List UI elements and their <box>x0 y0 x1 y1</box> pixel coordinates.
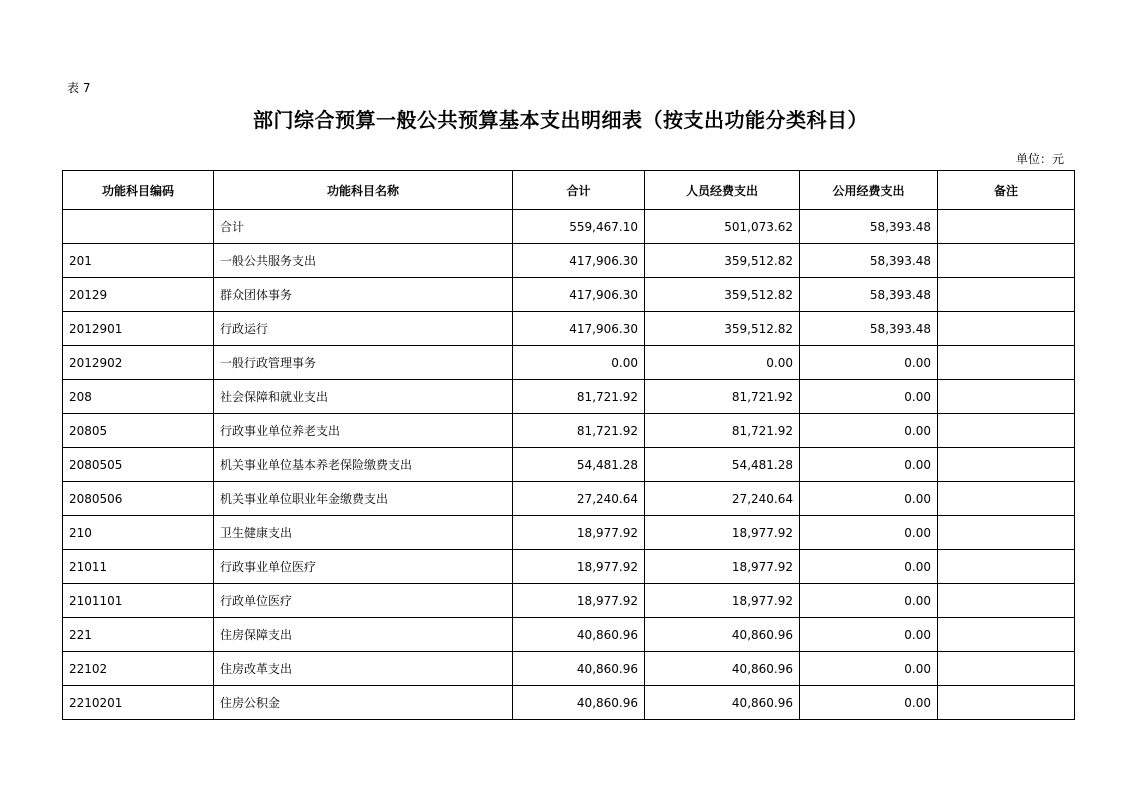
cell-code: 2012902 <box>63 346 214 380</box>
header-remark: 备注 <box>938 171 1075 210</box>
cell-remark <box>938 618 1075 652</box>
cell-public: 58,393.48 <box>800 244 938 278</box>
cell-remark <box>938 584 1075 618</box>
table-row <box>63 380 1075 414</box>
cell-remark <box>938 346 1075 380</box>
cell-total: 0.00 <box>513 346 645 380</box>
table-body <box>63 210 1075 720</box>
cell-code: 201 <box>63 244 214 278</box>
cell-remark <box>938 312 1075 346</box>
cell-personnel: 501,073.62 <box>645 210 800 244</box>
header-total: 合计 <box>513 171 645 210</box>
cell-personnel: 359,512.82 <box>645 312 800 346</box>
cell-remark <box>938 210 1075 244</box>
cell-code: 2080506 <box>63 482 214 516</box>
cell-personnel: 40,860.96 <box>645 652 800 686</box>
cell-code: 21011 <box>63 550 214 584</box>
cell-personnel: 54,481.28 <box>645 448 800 482</box>
cell-name: 住房改革支出 <box>214 652 513 686</box>
cell-personnel: 18,977.92 <box>645 516 800 550</box>
cell-name: 行政事业单位养老支出 <box>214 414 513 448</box>
page-title: 部门综合预算一般公共预算基本支出明细表（按支出功能分类科目） <box>253 108 868 132</box>
cell-code <box>63 210 214 244</box>
cell-remark <box>938 380 1075 414</box>
cell-personnel: 18,977.92 <box>645 584 800 618</box>
cell-remark <box>938 448 1075 482</box>
cell-total: 40,860.96 <box>513 618 645 652</box>
cell-name: 住房保障支出 <box>214 618 513 652</box>
cell-total: 27,240.64 <box>513 482 645 516</box>
cell-total: 417,906.30 <box>513 312 645 346</box>
cell-total: 18,977.92 <box>513 584 645 618</box>
cell-code: 2080505 <box>63 448 214 482</box>
table-row <box>63 550 1075 584</box>
cell-public: 0.00 <box>800 618 938 652</box>
cell-remark <box>938 516 1075 550</box>
cell-public: 0.00 <box>800 448 938 482</box>
cell-public: 0.00 <box>800 346 938 380</box>
cell-code: 2012901 <box>63 312 214 346</box>
cell-total: 18,977.92 <box>513 516 645 550</box>
cell-name: 卫生健康支出 <box>214 516 513 550</box>
table-row <box>63 448 1075 482</box>
cell-remark <box>938 414 1075 448</box>
cell-name: 行政单位医疗 <box>214 584 513 618</box>
cell-name: 一般公共服务支出 <box>214 244 513 278</box>
cell-public: 0.00 <box>800 516 938 550</box>
header-public: 公用经费支出 <box>800 171 938 210</box>
table-row <box>63 312 1075 346</box>
cell-name: 行政运行 <box>214 312 513 346</box>
table-row <box>63 618 1075 652</box>
table-number-label: 表 7 <box>67 81 91 95</box>
cell-name: 群众团体事务 <box>214 278 513 312</box>
cell-total: 417,906.30 <box>513 278 645 312</box>
cell-personnel: 359,512.82 <box>645 278 800 312</box>
cell-remark <box>938 244 1075 278</box>
cell-public: 0.00 <box>800 686 938 720</box>
cell-total: 40,860.96 <box>513 652 645 686</box>
table-row <box>63 516 1075 550</box>
cell-personnel: 81,721.92 <box>645 380 800 414</box>
cell-personnel: 40,860.96 <box>645 686 800 720</box>
cell-name: 机关事业单位职业年金缴费支出 <box>214 482 513 516</box>
table-header-row <box>63 171 1075 210</box>
cell-code: 221 <box>63 618 214 652</box>
cell-public: 0.00 <box>800 652 938 686</box>
cell-total: 54,481.28 <box>513 448 645 482</box>
unit-label: 单位：元 <box>1015 152 1064 166</box>
cell-public: 0.00 <box>800 414 938 448</box>
cell-total: 18,977.92 <box>513 550 645 584</box>
table-row <box>63 652 1075 686</box>
cell-public: 58,393.48 <box>800 278 938 312</box>
cell-remark <box>938 652 1075 686</box>
cell-name: 行政事业单位医疗 <box>214 550 513 584</box>
table-row <box>63 278 1075 312</box>
cell-public: 0.00 <box>800 550 938 584</box>
table-row <box>63 210 1075 244</box>
cell-code: 208 <box>63 380 214 414</box>
cell-public: 58,393.48 <box>800 312 938 346</box>
cell-total: 40,860.96 <box>513 686 645 720</box>
cell-personnel: 27,240.64 <box>645 482 800 516</box>
cell-code: 2210201 <box>63 686 214 720</box>
cell-code: 20805 <box>63 414 214 448</box>
budget-table <box>62 170 1075 720</box>
table-row <box>63 584 1075 618</box>
cell-personnel: 359,512.82 <box>645 244 800 278</box>
cell-code: 20129 <box>63 278 214 312</box>
cell-name: 住房公积金 <box>214 686 513 720</box>
cell-public: 0.00 <box>800 482 938 516</box>
table-row <box>63 686 1075 720</box>
cell-remark <box>938 686 1075 720</box>
cell-remark <box>938 278 1075 312</box>
cell-name: 机关事业单位基本养老保险缴费支出 <box>214 448 513 482</box>
cell-code: 210 <box>63 516 214 550</box>
cell-total: 81,721.92 <box>513 380 645 414</box>
cell-total: 81,721.92 <box>513 414 645 448</box>
cell-total: 417,906.30 <box>513 244 645 278</box>
table-row <box>63 482 1075 516</box>
header-name: 功能科目名称 <box>214 171 513 210</box>
cell-personnel: 40,860.96 <box>645 618 800 652</box>
cell-public: 58,393.48 <box>800 210 938 244</box>
table-row <box>63 414 1075 448</box>
header-code: 功能科目编码 <box>63 171 214 210</box>
cell-public: 0.00 <box>800 380 938 414</box>
cell-personnel: 18,977.92 <box>645 550 800 584</box>
cell-public: 0.00 <box>800 584 938 618</box>
cell-code: 2101101 <box>63 584 214 618</box>
cell-remark <box>938 550 1075 584</box>
header-personnel: 人员经费支出 <box>645 171 800 210</box>
cell-code: 22102 <box>63 652 214 686</box>
cell-total: 559,467.10 <box>513 210 645 244</box>
cell-name: 社会保障和就业支出 <box>214 380 513 414</box>
cell-name: 一般行政管理事务 <box>214 346 513 380</box>
cell-personnel: 0.00 <box>645 346 800 380</box>
cell-personnel: 81,721.92 <box>645 414 800 448</box>
table-row <box>63 346 1075 380</box>
cell-name: 合计 <box>214 210 513 244</box>
table-row <box>63 244 1075 278</box>
cell-remark <box>938 482 1075 516</box>
